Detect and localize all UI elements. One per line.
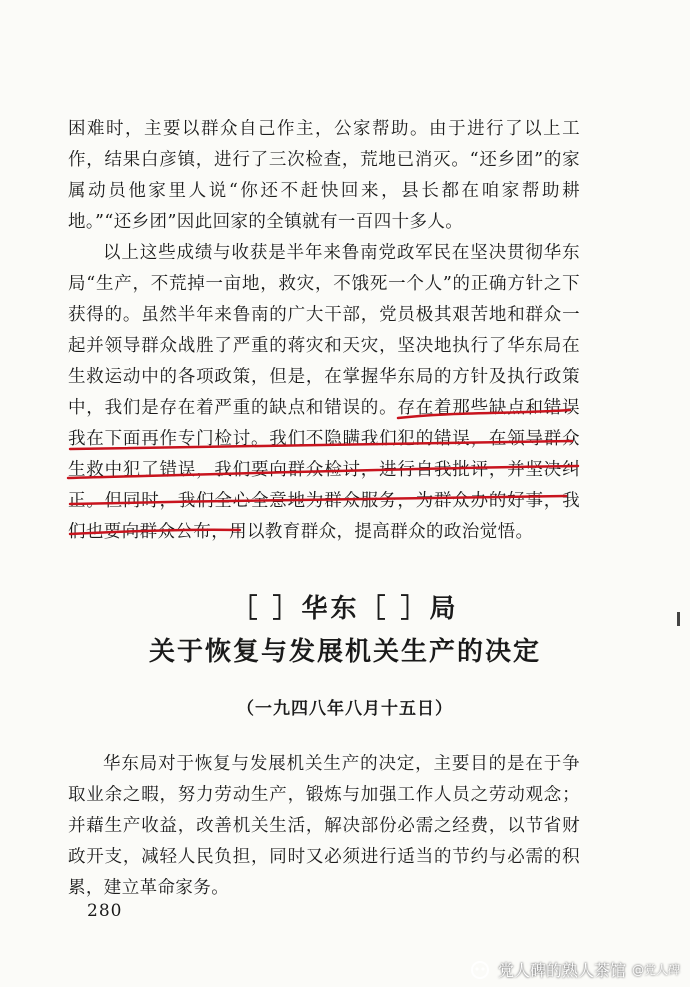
paragraph-2-text: 以上这些成绩与收获是半年来鲁南党政军民在坚决贯彻华东局“生产，不荒掉一亩地，救灾，不饿死一个人”的正确方针之下获得的。虽然半年来鲁南的广大干部，党员极其艰苦地和群众一起并领导群众战胜了严重的蒋灾和天灾，坚决地执行了华东局在生救运动中的各项政策，但是，在掌握华东局的方针及执行政策中，我们是存在着严重的缺点和错误的。存在着那些缺点和错误我在下面再作专门检讨。我们不隐瞒我们犯的错误，在领导群众生救中犯了错误，我们要向群众检讨，进行自我批评，并坚决纠正。但同时，我们全心全意地为群众服务，为群众办的好事，我们也要向群众公布，用以教育群众，提高群众的政治觉悟。: [68, 243, 580, 542]
paragraph-3: [68, 749, 580, 904]
document-title-line-2: 关于恢复与发展机关生产的决定: [148, 637, 541, 667]
watermark: [468, 958, 680, 981]
paragraph-2: [68, 238, 580, 548]
page-number: 280: [87, 901, 123, 921]
paragraph-3-text: 华东局对于恢复与发展机关生产的决定，主要目的是在于争取业余之暇，努力劳动生产，锻炼与加强工作人员之劳动观念；并藉生产收益，改善机关生活，解决部份必需之经费，以节省财政开支，减轻人民负担，同时又必须进行适当的节约与必需的积累，建立革命家务。: [68, 754, 580, 898]
wechat-official-account-icon: [468, 960, 492, 980]
page-edge-mark: [677, 612, 680, 626]
watermark-sub-text: @党人碑: [631, 963, 680, 977]
paragraph-1-text: 困难时，主要以群众自己作主，公家帮助。由于进行了以上工作，结果白彦镇，进行了三次检查，荒地已消灭。“还乡团”的家属动员他家里人说“你还不赶快回来，县长都在咱家帮助耕地。”“还乡团”因此回家的全镇就有一百四十多人。: [68, 119, 580, 232]
document-date: （一九四八年八月十五日）: [237, 699, 453, 719]
document-title-line-1: ［ ］华东［ ］局: [231, 594, 459, 624]
watermark-text: 党人碑的熟人茶馆: [497, 961, 626, 980]
paragraph-1: [68, 114, 580, 238]
